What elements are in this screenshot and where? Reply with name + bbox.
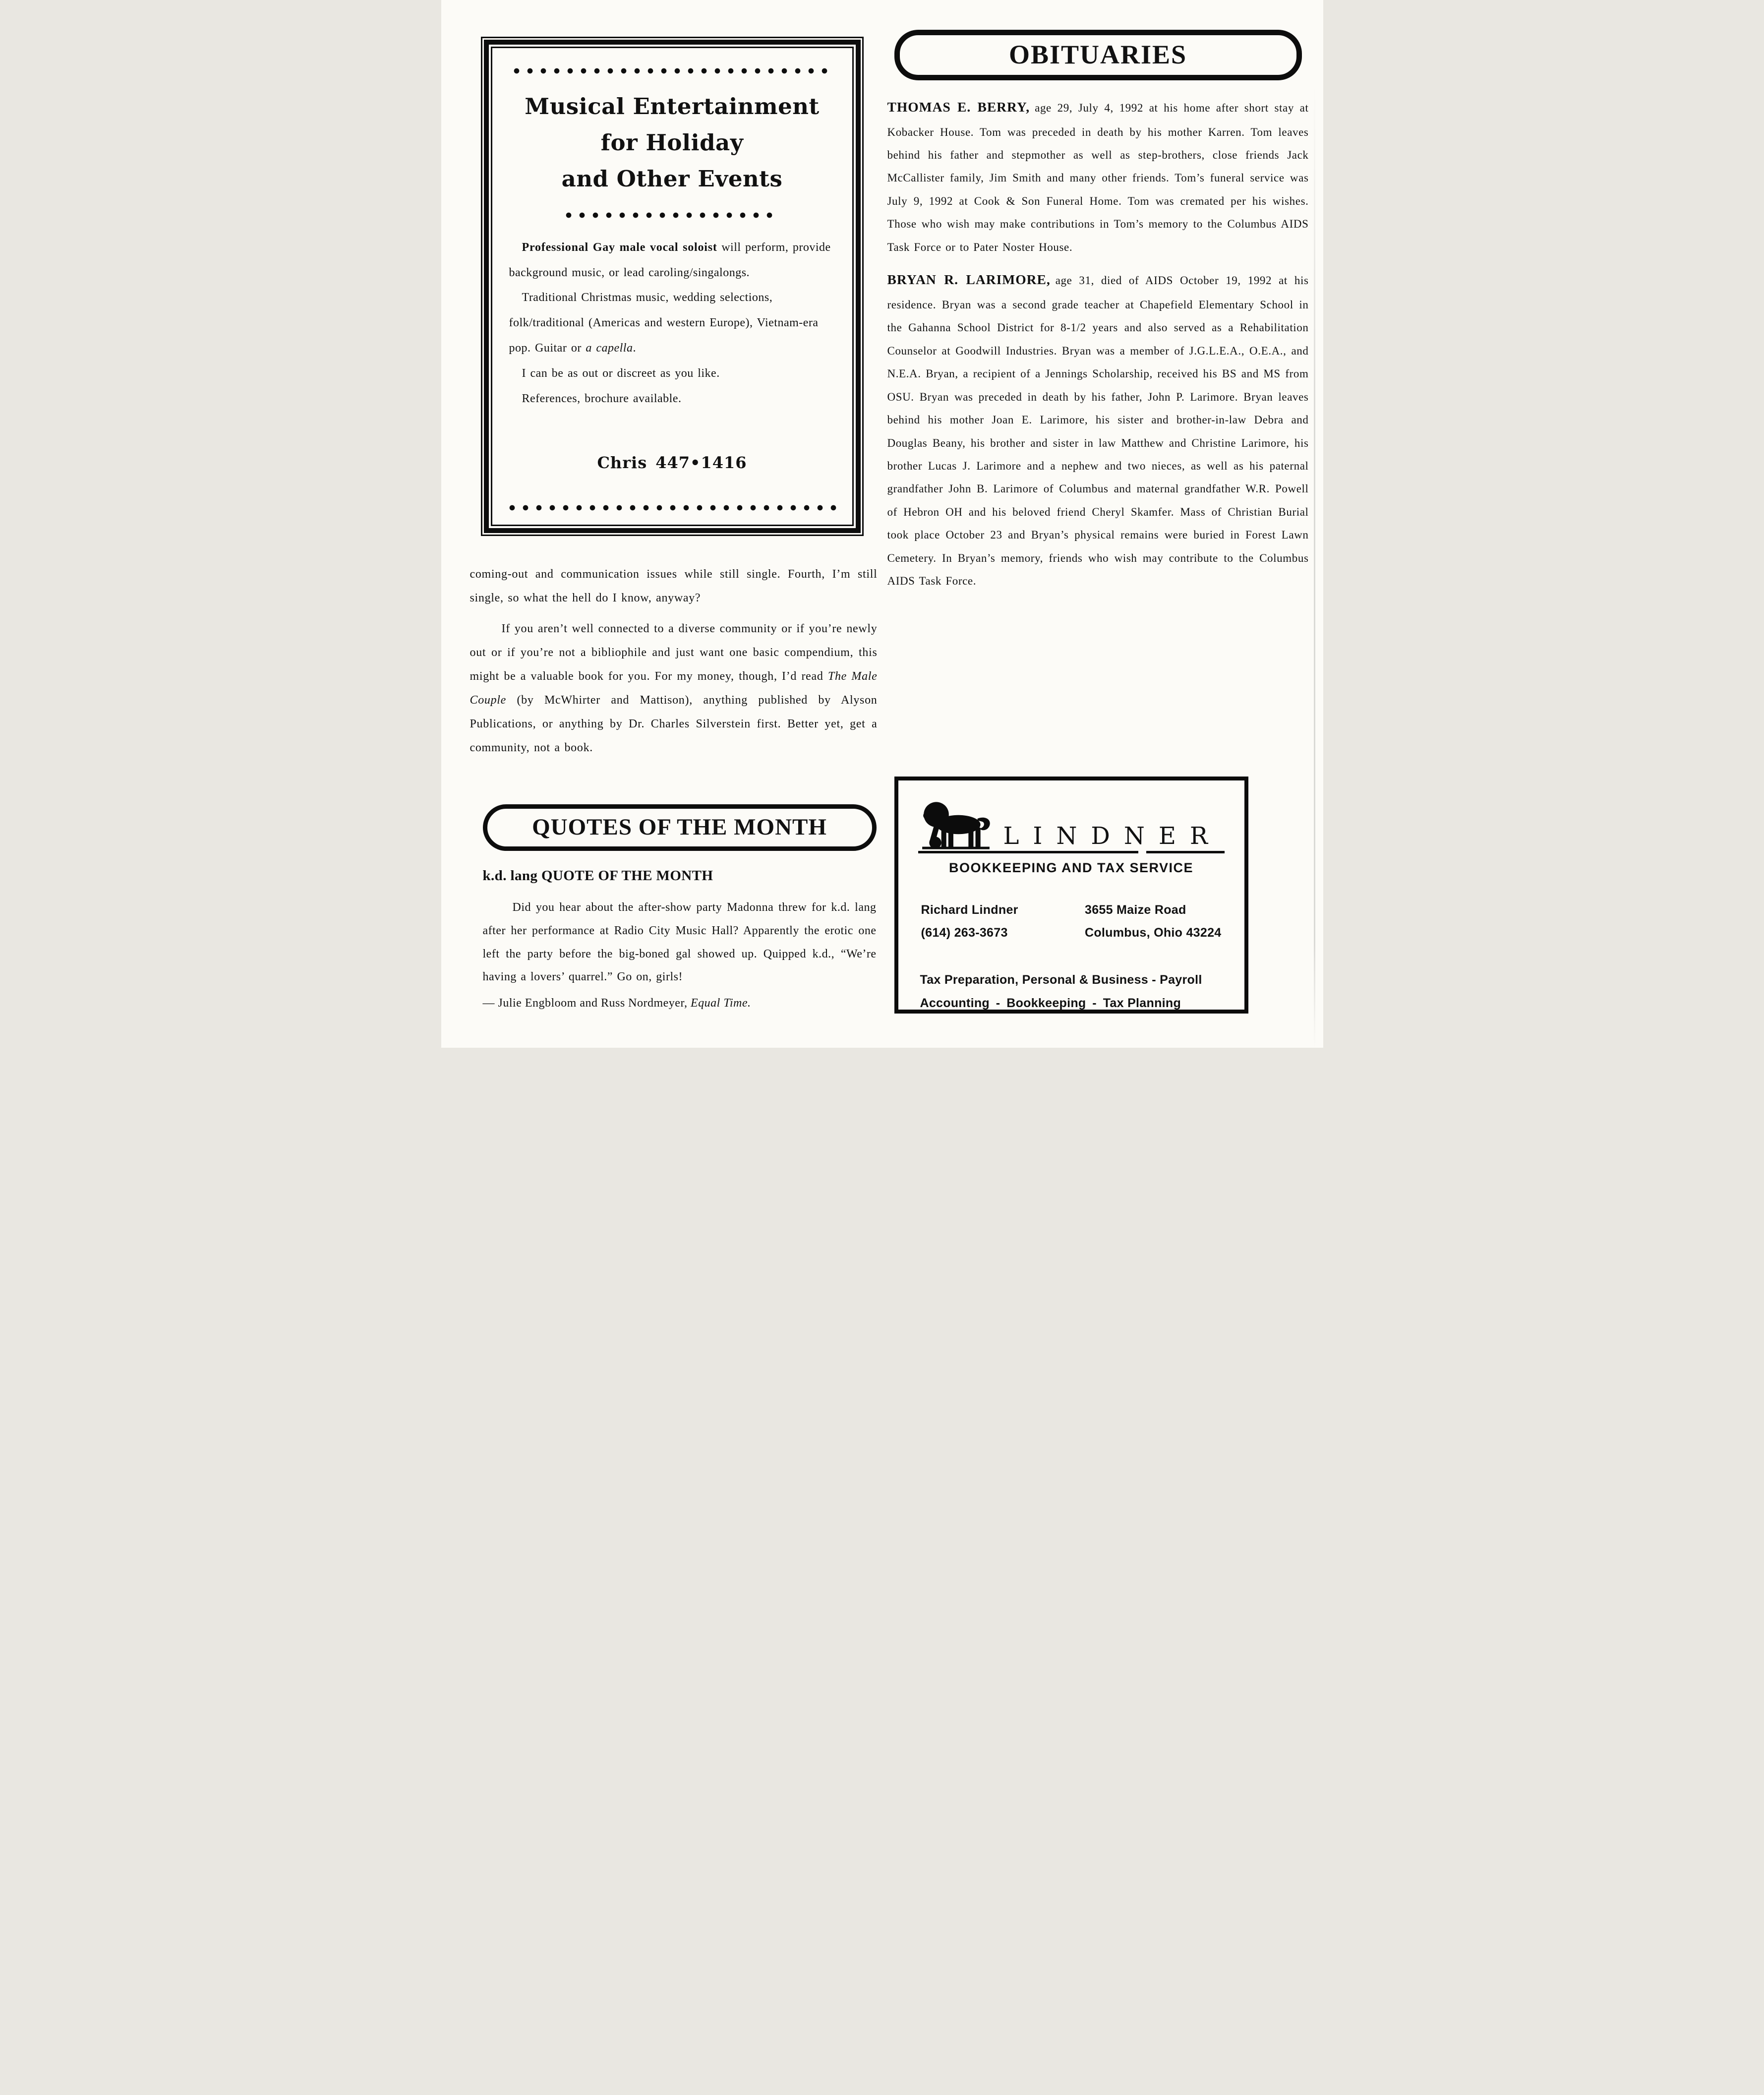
obituary-name-larimore: BRYAN R. LARIMORE, — [887, 272, 1051, 288]
quote-paragraph: Did you hear about the after-show party Madonna threw for k.d. lang after her performance at Radio City Music Hall? Apparently the erotic one left the party before the big-boned gal showed up. Quipped k.d., “We’re having a lovers’ quarrel.” Go on, girls! — [482, 901, 877, 984]
quote-attribution — [483, 997, 877, 1010]
dotted-divider-bottom — [509, 505, 838, 511]
musical-entertainment-ad — [481, 37, 864, 536]
lindner-phone: (614) 263-3673 — [921, 926, 1008, 940]
obituaries-header-box — [894, 30, 1302, 80]
ad-lead-text: Professional Gay male vocal soloist — [522, 240, 717, 254]
lindner-contact-grid — [918, 898, 1225, 945]
ad-line-discreet: I can be as out or discreet as you like. — [522, 367, 720, 380]
dotted-divider-top — [514, 68, 831, 74]
lindner-brand-name: LINDNER — [1003, 822, 1222, 850]
ad-repertoire-text: Traditional Christmas music, wedding selections, folk/traditional (Americas and western Europe), Vietnam-era pop. Guitar or — [509, 291, 819, 355]
ad-title-line2: for Holiday — [600, 129, 744, 156]
paper-edge — [1314, 0, 1315, 1048]
ad-line-references: References, brochure available. — [522, 392, 682, 405]
obituary-entry-larimore — [887, 266, 1309, 593]
obituaries-section — [887, 30, 1309, 593]
ad-title-line1: Musical Entertainment — [525, 93, 820, 120]
review-book-title-italic: The Male Couple — [470, 670, 878, 707]
lindner-services — [918, 968, 1225, 1016]
ad-contact-phone: Chris 447•1416 — [597, 453, 747, 472]
quotes-header-box — [483, 804, 877, 851]
quotes-title: QUOTES OF THE MONTH — [532, 814, 827, 840]
ad-body — [509, 235, 835, 412]
ad-paragraph-services-rest: will perform, provide background music, or lead caroling/singalongs. — [509, 240, 831, 279]
review-paragraph-1: coming-out and communication issues while still single. Fourth, I’m still single, so what the hell do I know, anyway? — [470, 568, 878, 604]
lindner-contact-right — [1085, 898, 1222, 945]
quote-attribution-names: — Julie Engbloom and Russ Nordmeyer, — [482, 997, 691, 1010]
lindner-address-line1: 3655 Maize Road — [1084, 903, 1186, 917]
lindner-tagline: BOOKKEEPING AND TAX SERVICE — [948, 860, 1194, 875]
ad-repertoire-period: . — [633, 342, 636, 355]
dotted-divider-middle — [566, 212, 779, 218]
lindner-brand-row — [918, 797, 1225, 853]
obituary-text-berry: age 29, July 4, 1992 at his home after short stay at Kobacker House. Tom was preceded in death by his mother Karren. Tom leaves behind his father and stepmother as well as step-brothers, close friends Jack McCallister family, Jim Smith and many other friends. Tom’s funeral service was July 9, 1992 at Cook & Son Funeral Home. Tom was cremated per his wishes. Those who wish may make contributions in Tom’s memory to the Columbus AIDS Task Force or to Pater Noster House. — [887, 102, 1309, 253]
ad-paragraph-repertoire — [509, 285, 835, 361]
quote-attribution-source-italic: Equal Time. — [691, 997, 751, 1010]
lindner-contact-name: Richard Lindner — [921, 903, 1018, 917]
lindner-address-line2: Columbus, Ohio 43224 — [1084, 926, 1222, 940]
obituary-entry-berry — [887, 93, 1309, 259]
ad-repertoire-italic: a capella — [586, 342, 633, 355]
obituaries-title: OBITUARIES — [1008, 40, 1187, 69]
book-review-continuation — [470, 562, 878, 760]
lindner-services-line2: Accounting - Bookkeeping - Tax Planning — [920, 996, 1181, 1010]
quotes-of-the-month-section — [483, 804, 877, 1010]
ad-title-line3: and Other Events — [561, 165, 783, 192]
lindner-services-line1: Tax Preparation, Personal & Business - Payroll — [920, 972, 1202, 987]
review-paragraph-2-text: If you aren’t well connected to a diverse community or if you’re newly out or if you’re not a bibliophile and just want one basic compendium, this might be a valuable book for you. For my money, though, I’d read — [470, 622, 878, 683]
ad-title — [509, 89, 835, 197]
newsletter-page — [441, 0, 1323, 1048]
lion-icon — [918, 797, 994, 853]
kd-lang-subheading: k.d. lang QUOTE OF THE MONTH — [482, 868, 713, 884]
obituary-text-larimore: age 31, died of AIDS October 19, 1992 at his residence. Bryan was a second grade teacher at Chapefield Elementary School in the Gahanna School District for 8-1/2 years and also served as a Rehabilitation Counselor at Goodwill Industries. Bryan was a member of J.G.L.E.A., O.E.A., and N.E.A. Bryan, a recipient of a Jennings Scholarship, received his BS and MS from OSU. Bryan was preceded in death by his father, John P. Larimore. Bryan leaves behind his mother Joan E. Larimore, his sister and brother-in-law Debra and Douglas Beany, his brother and sister in law Matthew and Christine Larimore, his brother Lucas J. Larimore and a nephew and two nieces, as well as his paternal grandfather John B. Larimore of Columbus and maternal grandfather W.R. Powell of Hebron OH and his beloved friend Cheryl Skamfer. Mass of Christian Burial took place October 23 and Bryan’s physical remains were buried in Forest Lawn Cemetery. In Bryan’s memory, friends who wish may contribute to the Columbus AIDS Task Force. — [887, 274, 1309, 588]
lindner-contact-left — [921, 898, 1018, 945]
obituary-name-berry: THOMAS E. BERRY, — [887, 99, 1030, 115]
brand-underline — [918, 851, 1225, 853]
review-paragraph-2 — [470, 617, 878, 760]
ad-paragraph-services — [509, 235, 835, 286]
review-paragraph-2-rest: (by McWhirter and Mattison), anything published by Alyson Publications, or anything by Dr. Charles Silverstein first. Better yet, get a community, not a book. — [470, 694, 878, 754]
lindner-ad — [894, 777, 1248, 1014]
